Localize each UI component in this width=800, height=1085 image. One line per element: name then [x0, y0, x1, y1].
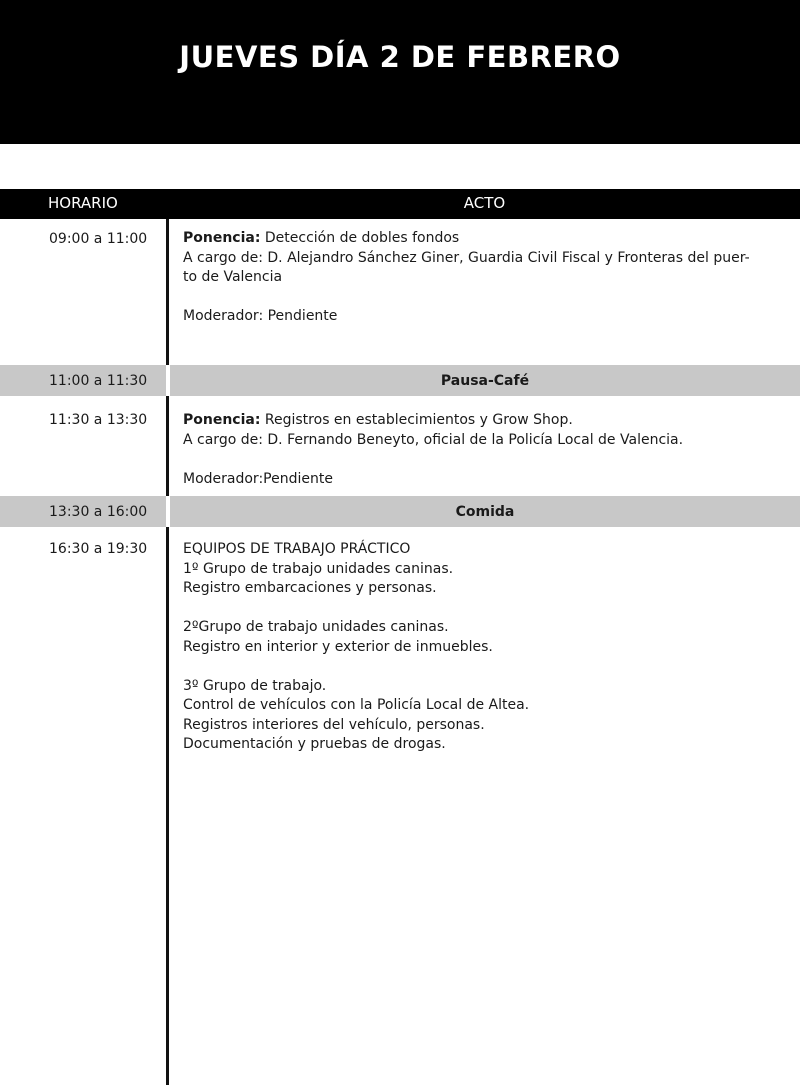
session-title-line: [183, 411, 773, 431]
group-line: 2ºGrupo de trabajo unidades caninas.: [183, 619, 449, 635]
workshop-heading: EQUIPOS DE TRABAJO PRÁCTICO: [183, 541, 411, 557]
session-title: Registros en establecimientos y Grow Shop.: [260, 412, 573, 428]
session-prefix: Ponencia:: [183, 412, 261, 428]
session-moderator: Moderador:Pendiente: [183, 470, 333, 487]
session-title-line: [183, 229, 773, 249]
page-title: JUEVES DÍA 2 DE FEBRERO: [179, 40, 621, 74]
column-divider: [166, 219, 169, 1085]
group-line: Documentación y pruebas de drogas.: [183, 736, 446, 752]
session-speaker-cont: to de Valencia: [183, 269, 283, 285]
group-line: Registros interiores del vehículo, personas.: [183, 716, 485, 733]
row-time: 09:00 a 11:00: [49, 231, 148, 247]
row-time: 16:30 a 19:30: [49, 541, 148, 557]
band-label: Pausa-Café: [440, 373, 530, 389]
group-line: 3º Grupo de trabajo.: [183, 677, 327, 694]
group-line: Registro en interior y exterior de inmuebles.: [183, 638, 493, 655]
group-line: Registro embarcaciones y personas.: [183, 580, 437, 596]
band-time: 11:00 a 11:30: [49, 373, 148, 389]
session-moderator: Moderador: Pendiente: [183, 308, 338, 324]
session-speaker: A cargo de: D. Alejandro Sánchez Giner, Guardia Civil Fiscal y Fronteras del puer-: [183, 249, 750, 266]
session-detail: [183, 540, 773, 755]
group-line: Control de vehículos con la Policía Local de Altea.: [183, 697, 530, 713]
session-title: Detección de dobles fondos: [260, 230, 460, 246]
band-label: Comida: [455, 504, 515, 520]
column-header-acto: ACTO: [463, 194, 506, 212]
break-band-pausa-cafe: [0, 365, 800, 396]
session-detail: [183, 411, 773, 489]
group-line: 1º Grupo de trabajo unidades caninas.: [183, 560, 454, 577]
session-speaker: A cargo de: D. Fernando Beneyto, oficial de la Policía Local de Valencia.: [183, 431, 684, 448]
session-prefix: Ponencia:: [183, 230, 261, 246]
band-time: 13:30 a 16:00: [49, 504, 148, 520]
session-detail: [183, 229, 773, 327]
row-time: 11:30 a 13:30: [49, 412, 148, 428]
column-header-horario: HORARIO: [48, 194, 118, 212]
break-band-comida: [0, 496, 800, 527]
